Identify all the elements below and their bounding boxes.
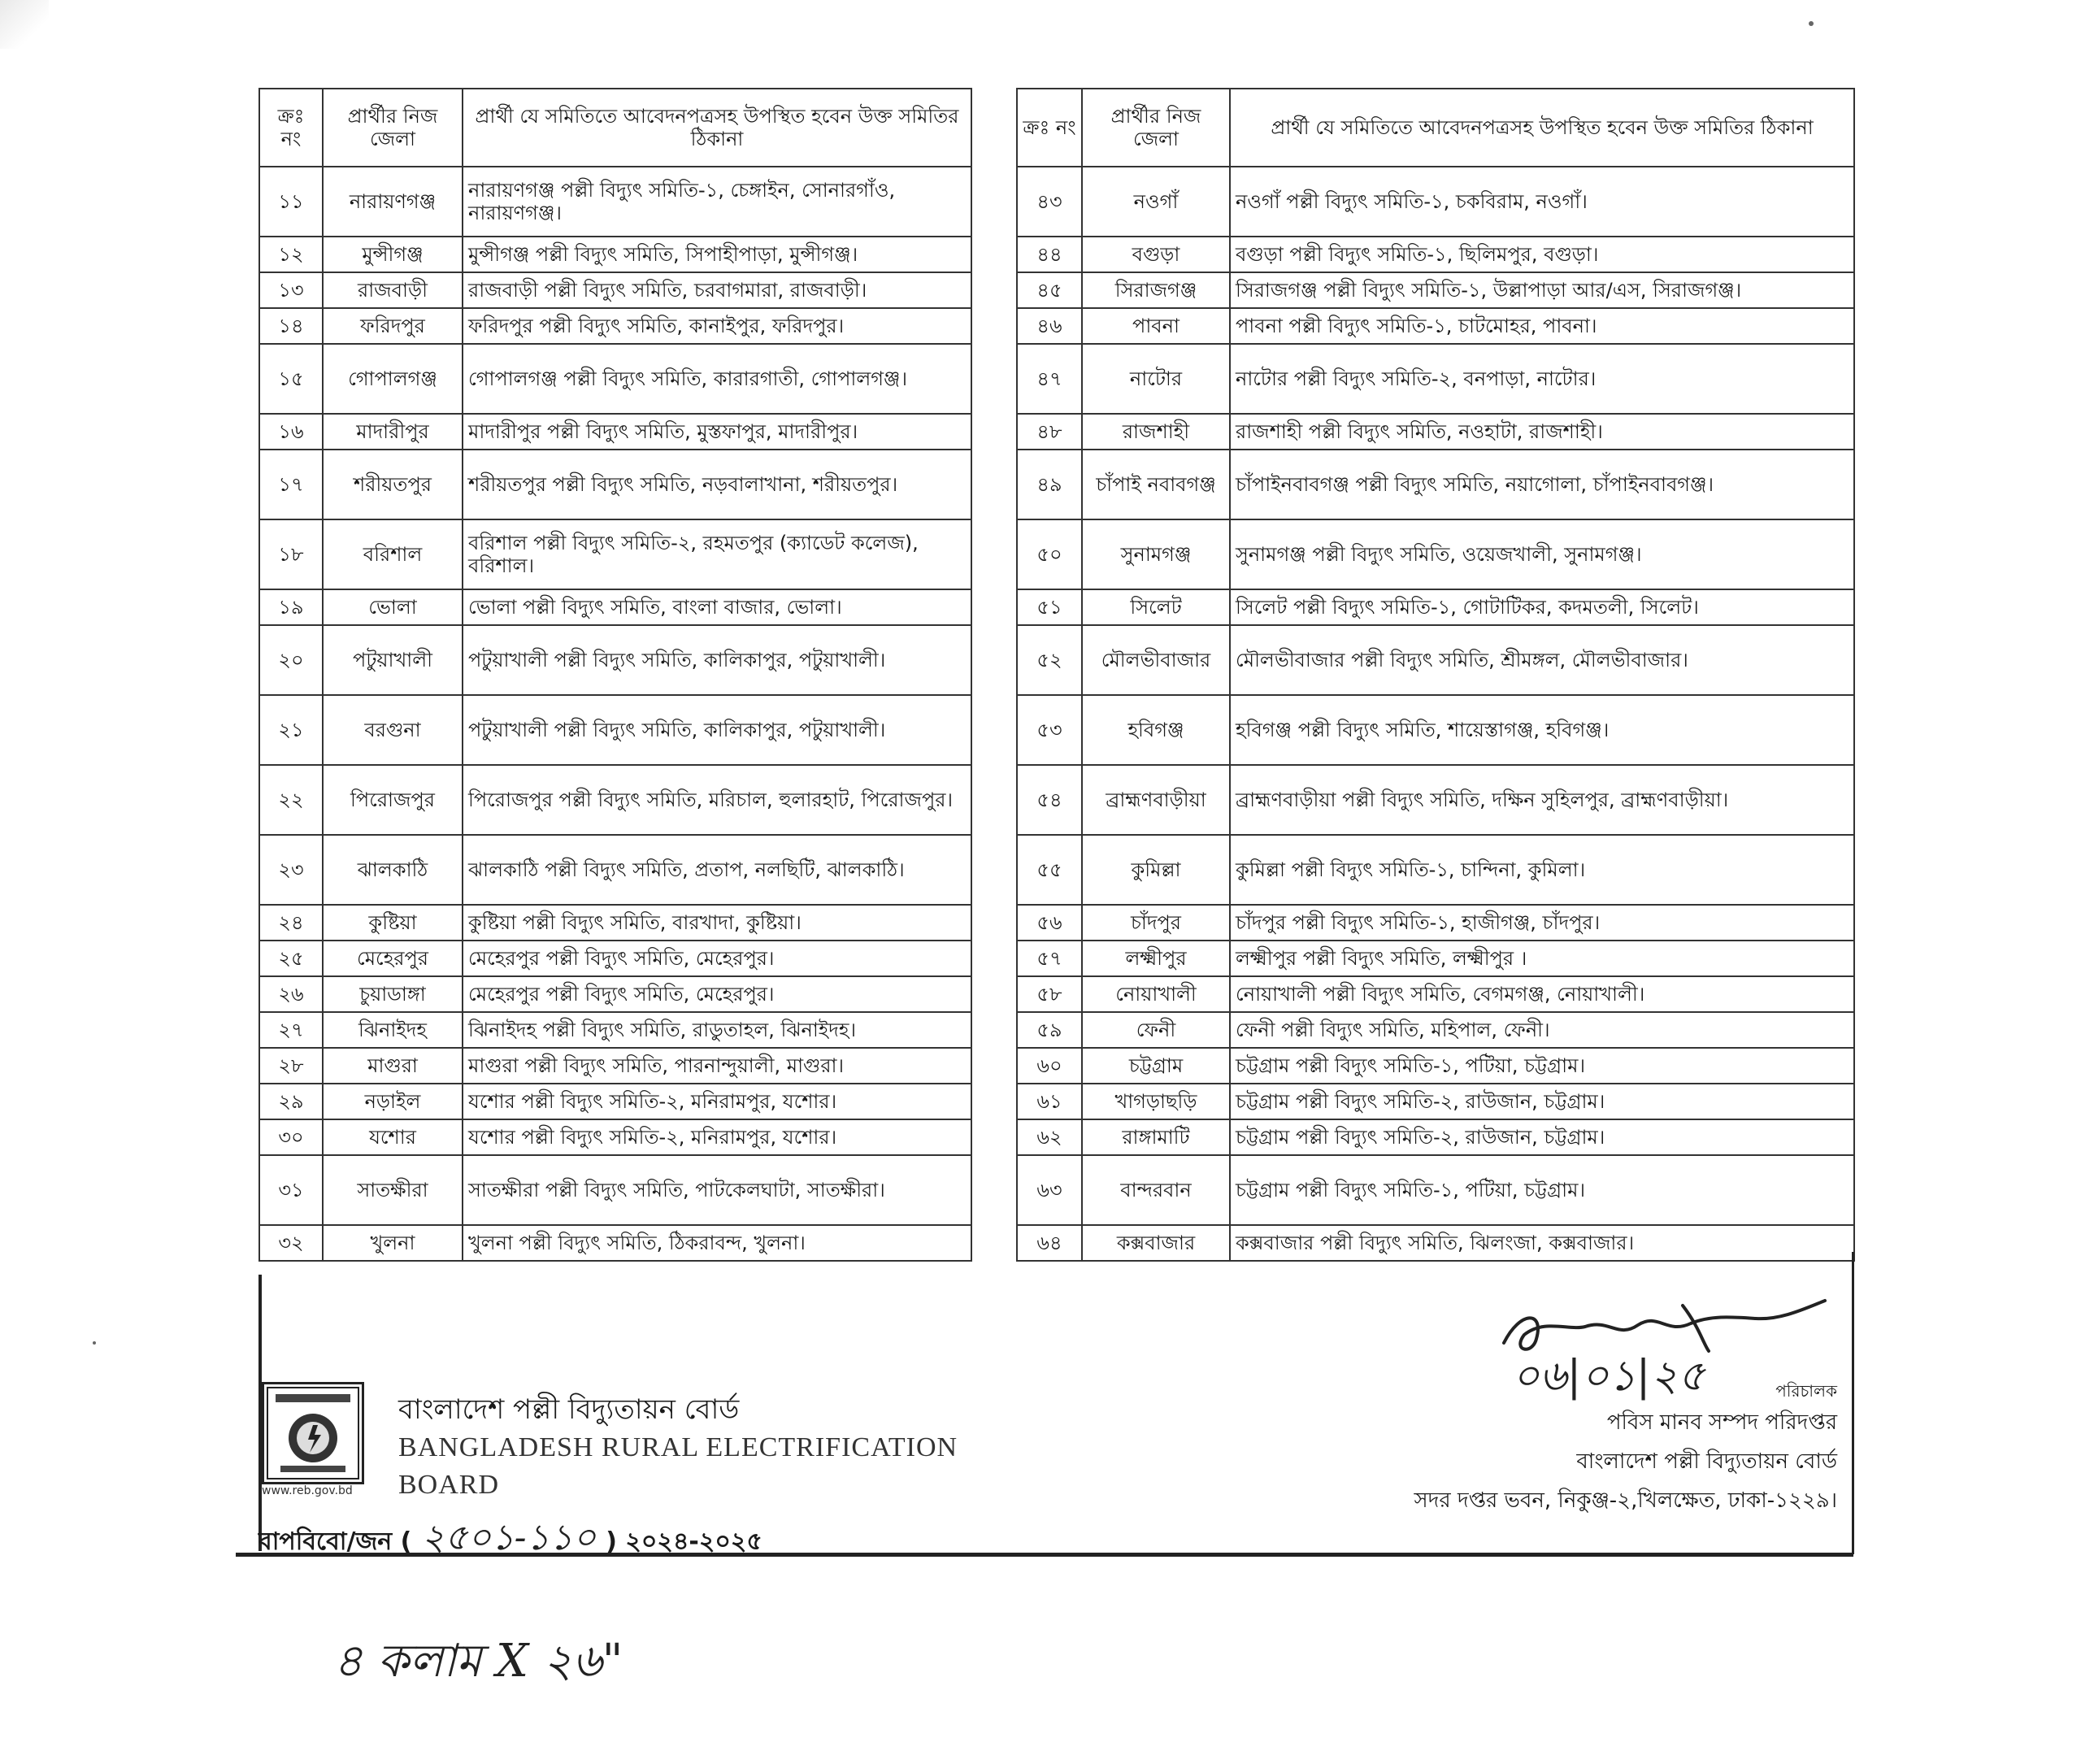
serial-cell: ৬০ [1017, 1048, 1082, 1084]
district-cell: চাঁপাই নবাবগঞ্জ [1082, 450, 1230, 519]
address-cell: চট্টগ্রাম পল্লী বিদ্যুৎ সমিতি-১, পটিয়া, চট্টগ্রাম। [1230, 1155, 1854, 1225]
table-row [259, 835, 971, 905]
address-cell: নওগাঁ পল্লী বিদ্যুৎ সমিতি-১, চকবিরাম, নওগাঁ। [1230, 167, 1854, 237]
district-cell: বান্দরবান [1082, 1155, 1230, 1225]
address-cell: পাবনা পল্লী বিদ্যুৎ সমিতি-১, চাটমোহর, পাবনা। [1230, 308, 1854, 344]
address-cell: কুমিল্লা পল্লী বিদ্যুৎ সমিতি-১, চান্দিনা, কুমিলা। [1230, 835, 1854, 905]
address-cell: রাজশাহী পল্লী বিদ্যুৎ সমিতি, নওহাটা, রাজশাহী। [1230, 414, 1854, 450]
district-table-right [1016, 88, 1855, 1262]
table-row [259, 308, 971, 344]
address-cell: মৌলভীবাজার পল্লী বিদ্যুৎ সমিতি, শ্রীমঙ্গল, মৌলভীবাজার। [1230, 625, 1854, 695]
serial-cell: ২২ [259, 765, 323, 835]
address-cell: খুলনা পল্লী বিদ্যুৎ সমিতি, ঠিকরাবন্দ, খুলনা। [463, 1225, 971, 1261]
district-cell: মুন্সীগঞ্জ [323, 237, 463, 272]
table-row [1017, 450, 1854, 519]
table-row [1017, 835, 1854, 905]
table-row [1017, 976, 1854, 1012]
district-cell: রাজশাহী [1082, 414, 1230, 450]
serial-cell: ৬৩ [1017, 1155, 1082, 1225]
table-row [1017, 1084, 1854, 1119]
board-name-english: BANGLADESH RURAL ELECTRIFICATION BOARD [398, 1432, 958, 1500]
serial-cell: ২৭ [259, 1012, 323, 1048]
table-row [259, 237, 971, 272]
district-cell: নারায়ণগঞ্জ [323, 167, 463, 237]
table-row [1017, 308, 1854, 344]
scan-speck [93, 1341, 96, 1345]
address-cell: গোপালগঞ্জ পল্লী বিদ্যুৎ সমিতি, কারারগাতী, গোপালগঞ্জ। [463, 344, 971, 414]
district-cell: বগুড়া [1082, 237, 1230, 272]
district-cell: খুলনা [323, 1225, 463, 1261]
district-cell: শরীয়তপুর [323, 450, 463, 519]
address-cell: চট্টগ্রাম পল্লী বিদ্যুৎ সমিতি-২, রাউজান, চট্টগ্রাম। [1230, 1084, 1854, 1119]
district-cell: ঝালকাঠি [323, 835, 463, 905]
table-row [1017, 941, 1854, 976]
address-cell: চাঁপাইনবাবগঞ্জ পল্লী বিদ্যুৎ সমিতি, নয়াগোলা, চাঁপাইনবাবগঞ্জ। [1230, 450, 1854, 519]
signatory-designation: পরিচালক [1775, 1381, 1837, 1401]
table-row [259, 1155, 971, 1225]
district-cell: কক্সবাজার [1082, 1225, 1230, 1261]
district-cell: সাতক্ষীরা [323, 1155, 463, 1225]
serial-cell: ১৩ [259, 272, 323, 308]
address-cell: সিলেট পল্লী বিদ্যুৎ সমিতি-১, গোটাটিকর, কদমতলী, সিলেট। [1230, 589, 1854, 625]
table-row [259, 272, 971, 308]
memo-number [258, 1510, 762, 1570]
table-row [1017, 765, 1854, 835]
address-cell: মুন্সীগঞ্জ পল্লী বিদ্যুৎ সমিতি, সিপাহীপাড়া, মুন্সীগঞ্জ। [463, 237, 971, 272]
table-row [1017, 1225, 1854, 1261]
serial-cell: ৪৫ [1017, 272, 1082, 308]
table-header-row [259, 89, 971, 167]
board-name-bangla: বাংলাদেশ পল্লী বিদ্যুতায়ন বোর্ড [398, 1393, 740, 1426]
header-serial: ক্রঃ নং [1017, 89, 1082, 167]
serial-cell: ২৪ [259, 905, 323, 941]
district-cell: সুনামগঞ্জ [1082, 519, 1230, 589]
address-cell: পটুয়াখালী পল্লী বিদ্যুৎ সমিতি, কালিকাপুর, পটুয়াখালী। [463, 625, 971, 695]
address-cell: রাজবাড়ী পল্লী বিদ্যুৎ সমিতি, চরবাগমারা, রাজবাড়ী। [463, 272, 971, 308]
serial-cell: ৫৩ [1017, 695, 1082, 765]
table-row [1017, 589, 1854, 625]
table-row [1017, 1119, 1854, 1155]
reb-logo [262, 1382, 364, 1484]
district-cell: সিরাজগঞ্জ [1082, 272, 1230, 308]
signatory-office-line: সদর দপ্তর ভবন, নিকুঞ্জ-২,খিলক্ষেত, ঢাকা-১২২৯। [1414, 1488, 1837, 1513]
district-cell: কুষ্টিয়া [323, 905, 463, 941]
address-cell: যশোর পল্লী বিদ্যুৎ সমিতি-২, মনিরামপুর, যশোর। [463, 1084, 971, 1119]
serial-cell: ২৫ [259, 941, 323, 976]
table-row [259, 1225, 971, 1261]
header-district: প্রার্থীর নিজ জেলা [323, 89, 463, 167]
table-header-row [1017, 89, 1854, 167]
serial-cell: ৬২ [1017, 1119, 1082, 1155]
signatory-office-line: পবিস মানব সম্পদ পরিদপ্তর [1606, 1410, 1837, 1435]
reb-logo-icon [264, 1384, 362, 1482]
district-cell: মাদারীপুর [323, 414, 463, 450]
address-cell: লক্ষ্মীপুর পল্লী বিদ্যুৎ সমিতি, লক্ষ্মীপুর । [1230, 941, 1854, 976]
address-cell: কক্সবাজার পল্লী বিদ্যুৎ সমিতি, ঝিলংজা, কক্সবাজার। [1230, 1225, 1854, 1261]
table-row [1017, 519, 1854, 589]
table-row [1017, 414, 1854, 450]
table-row [259, 1084, 971, 1119]
serial-cell: ৪৬ [1017, 308, 1082, 344]
address-cell: নারায়ণগঞ্জ পল্লী বিদ্যুৎ সমিতি-১, চেঙ্গাইন, সোনারগাঁও, নারায়ণগঞ্জ। [463, 167, 971, 237]
memo-suffix: ) ২০২৪-২০২৫ [606, 1527, 762, 1556]
address-cell: যশোর পল্লী বিদ্যুৎ সমিতি-২, মনিরামপুর, যশোর। [463, 1119, 971, 1155]
serial-cell: ১১ [259, 167, 323, 237]
serial-cell: ৩০ [259, 1119, 323, 1155]
district-cell: ব্রাহ্মণবাড়ীয়া [1082, 765, 1230, 835]
serial-cell: ৫৮ [1017, 976, 1082, 1012]
address-cell: শরীয়তপুর পল্লী বিদ্যুৎ সমিতি, নড়বালাখানা, শরীয়তপুর। [463, 450, 971, 519]
serial-cell: ৪৪ [1017, 237, 1082, 272]
serial-cell: ৫২ [1017, 625, 1082, 695]
address-cell: পিরোজপুর পল্লী বিদ্যুৎ সমিতি, মরিচাল, হুলারহাট, পিরোজপুর। [463, 765, 971, 835]
header-serial: ক্রঃ নং [259, 89, 323, 167]
serial-cell: ৪৩ [1017, 167, 1082, 237]
address-cell: নোয়াখালী পল্লী বিদ্যুৎ সমিতি, বেগমগঞ্জ, নোয়াখালী। [1230, 976, 1854, 1012]
website-url: www.reb.gov.bd [262, 1484, 353, 1497]
address-cell: মাগুরা পল্লী বিদ্যুৎ সমিতি, পারনান্দুয়ালী, মাগুরা। [463, 1048, 971, 1084]
table-row [1017, 237, 1854, 272]
address-cell: সিরাজগঞ্জ পল্লী বিদ্যুৎ সমিতি-১, উল্লাপাড়া আর/এস, সিরাজগঞ্জ। [1230, 272, 1854, 308]
serial-cell: ৩২ [259, 1225, 323, 1261]
serial-cell: ৪৭ [1017, 344, 1082, 414]
table-row [1017, 344, 1854, 414]
district-cell: ফরিদপুর [323, 308, 463, 344]
district-cell: পাবনা [1082, 308, 1230, 344]
table-row [1017, 695, 1854, 765]
table-row [259, 976, 971, 1012]
address-cell: সুনামগঞ্জ পল্লী বিদ্যুৎ সমিতি, ওয়েজখালী, সুনামগঞ্জ। [1230, 519, 1854, 589]
district-cell: রাঙ্গামাটি [1082, 1119, 1230, 1155]
address-cell: ভোলা পল্লী বিদ্যুৎ সমিতি, বাংলা বাজার, ভোলা। [463, 589, 971, 625]
district-cell: পটুয়াখালী [323, 625, 463, 695]
table-row [259, 414, 971, 450]
memo-handwritten-number: ২৫০১-১১০ [421, 1517, 597, 1558]
serial-cell: ৬৪ [1017, 1225, 1082, 1261]
table-row [1017, 905, 1854, 941]
address-cell: হবিগঞ্জ পল্লী বিদ্যুৎ সমিতি, শায়েস্তাগঞ্জ, হবিগঞ্জ। [1230, 695, 1854, 765]
district-cell: মাগুরা [323, 1048, 463, 1084]
serial-cell: ১৯ [259, 589, 323, 625]
district-cell: সিলেট [1082, 589, 1230, 625]
district-cell: ঝিনাইদহ [323, 1012, 463, 1048]
district-cell: নওগাঁ [1082, 167, 1230, 237]
district-cell: কুমিল্লা [1082, 835, 1230, 905]
serial-cell: ২৩ [259, 835, 323, 905]
district-cell: চুয়াডাঙ্গা [323, 976, 463, 1012]
serial-cell: ৫৭ [1017, 941, 1082, 976]
memo-prefix: বাপবিবো/জন ( [258, 1527, 412, 1556]
table-row [259, 695, 971, 765]
district-cell: হবিগঞ্জ [1082, 695, 1230, 765]
table-body-right [1017, 167, 1854, 1261]
signature-date: ০৬|০১|২৫ [1512, 1352, 1705, 1401]
serial-cell: ১৮ [259, 519, 323, 589]
serial-cell: ২৮ [259, 1048, 323, 1084]
district-cell: মৌলভীবাজার [1082, 625, 1230, 695]
page-corner-shadow [0, 0, 49, 49]
frame-rule-right [1852, 1252, 1854, 1554]
address-cell: সাতক্ষীরা পল্লী বিদ্যুৎ সমিতি, পাটকেলঘাটা, সাতক্ষীরা। [463, 1155, 971, 1225]
district-cell: চট্টগ্রাম [1082, 1048, 1230, 1084]
district-cell: খাগড়াছড়ি [1082, 1084, 1230, 1119]
address-cell: ফেনী পল্লী বিদ্যুৎ সমিতি, মহিপাল, ফেনী। [1230, 1012, 1854, 1048]
serial-cell: ২১ [259, 695, 323, 765]
signatory-block [1414, 1379, 1837, 1520]
district-cell: চাঁদপুর [1082, 905, 1230, 941]
serial-cell: ৫৪ [1017, 765, 1082, 835]
address-cell: বরিশাল পল্লী বিদ্যুৎ সমিতি-২, রহমতপুর (ক্যাডেট কলেজ), বরিশাল। [463, 519, 971, 589]
table-row [1017, 1012, 1854, 1048]
handwritten-note: ৪ কলাম X ২৬" [333, 1635, 623, 1688]
table-row [259, 765, 971, 835]
table-row [259, 1012, 971, 1048]
district-cell: ফেনী [1082, 1012, 1230, 1048]
serial-cell: ২৬ [259, 976, 323, 1012]
serial-cell: ৫১ [1017, 589, 1082, 625]
address-cell: ফরিদপুর পল্লী বিদ্যুৎ সমিতি, কানাইপুর, ফরিদপুর। [463, 308, 971, 344]
serial-cell: ১৭ [259, 450, 323, 519]
table-row [259, 905, 971, 941]
district-office-tables [258, 88, 1853, 1275]
table-row [259, 344, 971, 414]
serial-cell: ২৯ [259, 1084, 323, 1119]
table-body-left [259, 167, 971, 1261]
serial-cell: ৫৫ [1017, 835, 1082, 905]
address-cell: চাঁদপুর পল্লী বিদ্যুৎ সমিতি-১, হাজীগঞ্জ, চাঁদপুর। [1230, 905, 1854, 941]
table-row [259, 167, 971, 237]
serial-cell: ৪৮ [1017, 414, 1082, 450]
district-cell: নাটোর [1082, 344, 1230, 414]
address-cell: বগুড়া পল্লী বিদ্যুৎ সমিতি-১, ছিলিমপুর, বগুড়া। [1230, 237, 1854, 272]
serial-cell: ৫০ [1017, 519, 1082, 589]
district-cell: রাজবাড়ী [323, 272, 463, 308]
serial-cell: ৫৬ [1017, 905, 1082, 941]
serial-cell: ৫৯ [1017, 1012, 1082, 1048]
address-cell: মেহেরপুর পল্লী বিদ্যুৎ সমিতি, মেহেরপুর। [463, 976, 971, 1012]
serial-cell: ৬১ [1017, 1084, 1082, 1119]
district-cell: গোপালগঞ্জ [323, 344, 463, 414]
district-cell: পিরোজপুর [323, 765, 463, 835]
table-row [259, 519, 971, 589]
serial-cell: ৩১ [259, 1155, 323, 1225]
address-cell: পটুয়াখালী পল্লী বিদ্যুৎ সমিতি, কালিকাপুর, পটুয়াখালী। [463, 695, 971, 765]
district-cell: লক্ষ্মীপুর [1082, 941, 1230, 976]
serial-cell: ২০ [259, 625, 323, 695]
address-cell: কুষ্টিয়া পল্লী বিদ্যুৎ সমিতি, বারখাদা, কুষ্টিয়া। [463, 905, 971, 941]
district-cell: নড়াইল [323, 1084, 463, 1119]
district-cell: মেহেরপুর [323, 941, 463, 976]
table-row [1017, 167, 1854, 237]
table-row [259, 1048, 971, 1084]
address-cell: ঝালকাঠি পল্লী বিদ্যুৎ সমিতি, প্রতাপ, নলছিটি, ঝালকাঠি। [463, 835, 971, 905]
table-row [259, 589, 971, 625]
address-cell: ঝিনাইদহ পল্লী বিদ্যুৎ সমিতি, রাডুতাহল, ঝিনাইদহ। [463, 1012, 971, 1048]
address-cell: মাদারীপুর পল্লী বিদ্যুৎ সমিতি, মুস্তফাপুর, মাদারীপুর। [463, 414, 971, 450]
address-cell: নাটোর পল্লী বিদ্যুৎ সমিতি-২, বনপাড়া, নাটোর। [1230, 344, 1854, 414]
serial-cell: ৪৯ [1017, 450, 1082, 519]
table-row [1017, 272, 1854, 308]
district-cell: নোয়াখালী [1082, 976, 1230, 1012]
header-address: প্রার্থী যে সমিতিতে আবেদনপত্রসহ উপস্থিত হবেন উক্ত সমিতির ঠিকানা [1230, 89, 1854, 167]
address-cell: মেহেরপুর পল্লী বিদ্যুৎ সমিতি, মেহেরপুর। [463, 941, 971, 976]
scan-speck [1809, 21, 1814, 26]
table-row [1017, 625, 1854, 695]
header-district: প্রার্থীর নিজ জেলা [1082, 89, 1230, 167]
signatory-office-line: বাংলাদেশ পল্লী বিদ্যুতায়ন বোর্ড [1576, 1449, 1837, 1474]
address-cell: চট্টগ্রাম পল্লী বিদ্যুৎ সমিতি-২, রাউজান, চট্টগ্রাম। [1230, 1119, 1854, 1155]
district-cell: বরিশাল [323, 519, 463, 589]
address-cell: ব্রাহ্মণবাড়ীয়া পল্লী বিদ্যুৎ সমিতি, দক্ষিন সুহিলপুর, ব্রাহ্মণবাড়ীয়া। [1230, 765, 1854, 835]
table-row [259, 941, 971, 976]
serial-cell: ১৬ [259, 414, 323, 450]
district-cell: বরগুনা [323, 695, 463, 765]
header-address: প্রার্থী যে সমিতিতে আবেদনপত্রসহ উপস্থিত হবেন উক্ত সমিতির ঠিকানা [463, 89, 971, 167]
table-row [1017, 1048, 1854, 1084]
address-cell: চট্টগ্রাম পল্লী বিদ্যুৎ সমিতি-১, পটিয়া, চট্টগ্রাম। [1230, 1048, 1854, 1084]
table-row [1017, 1155, 1854, 1225]
district-table-left [258, 88, 972, 1262]
serial-cell: ১২ [259, 237, 323, 272]
district-cell: যশোর [323, 1119, 463, 1155]
table-row [259, 450, 971, 519]
table-row [259, 1119, 971, 1155]
district-cell: ভোলা [323, 589, 463, 625]
table-row [259, 625, 971, 695]
serial-cell: ১৫ [259, 344, 323, 414]
serial-cell: ১৪ [259, 308, 323, 344]
